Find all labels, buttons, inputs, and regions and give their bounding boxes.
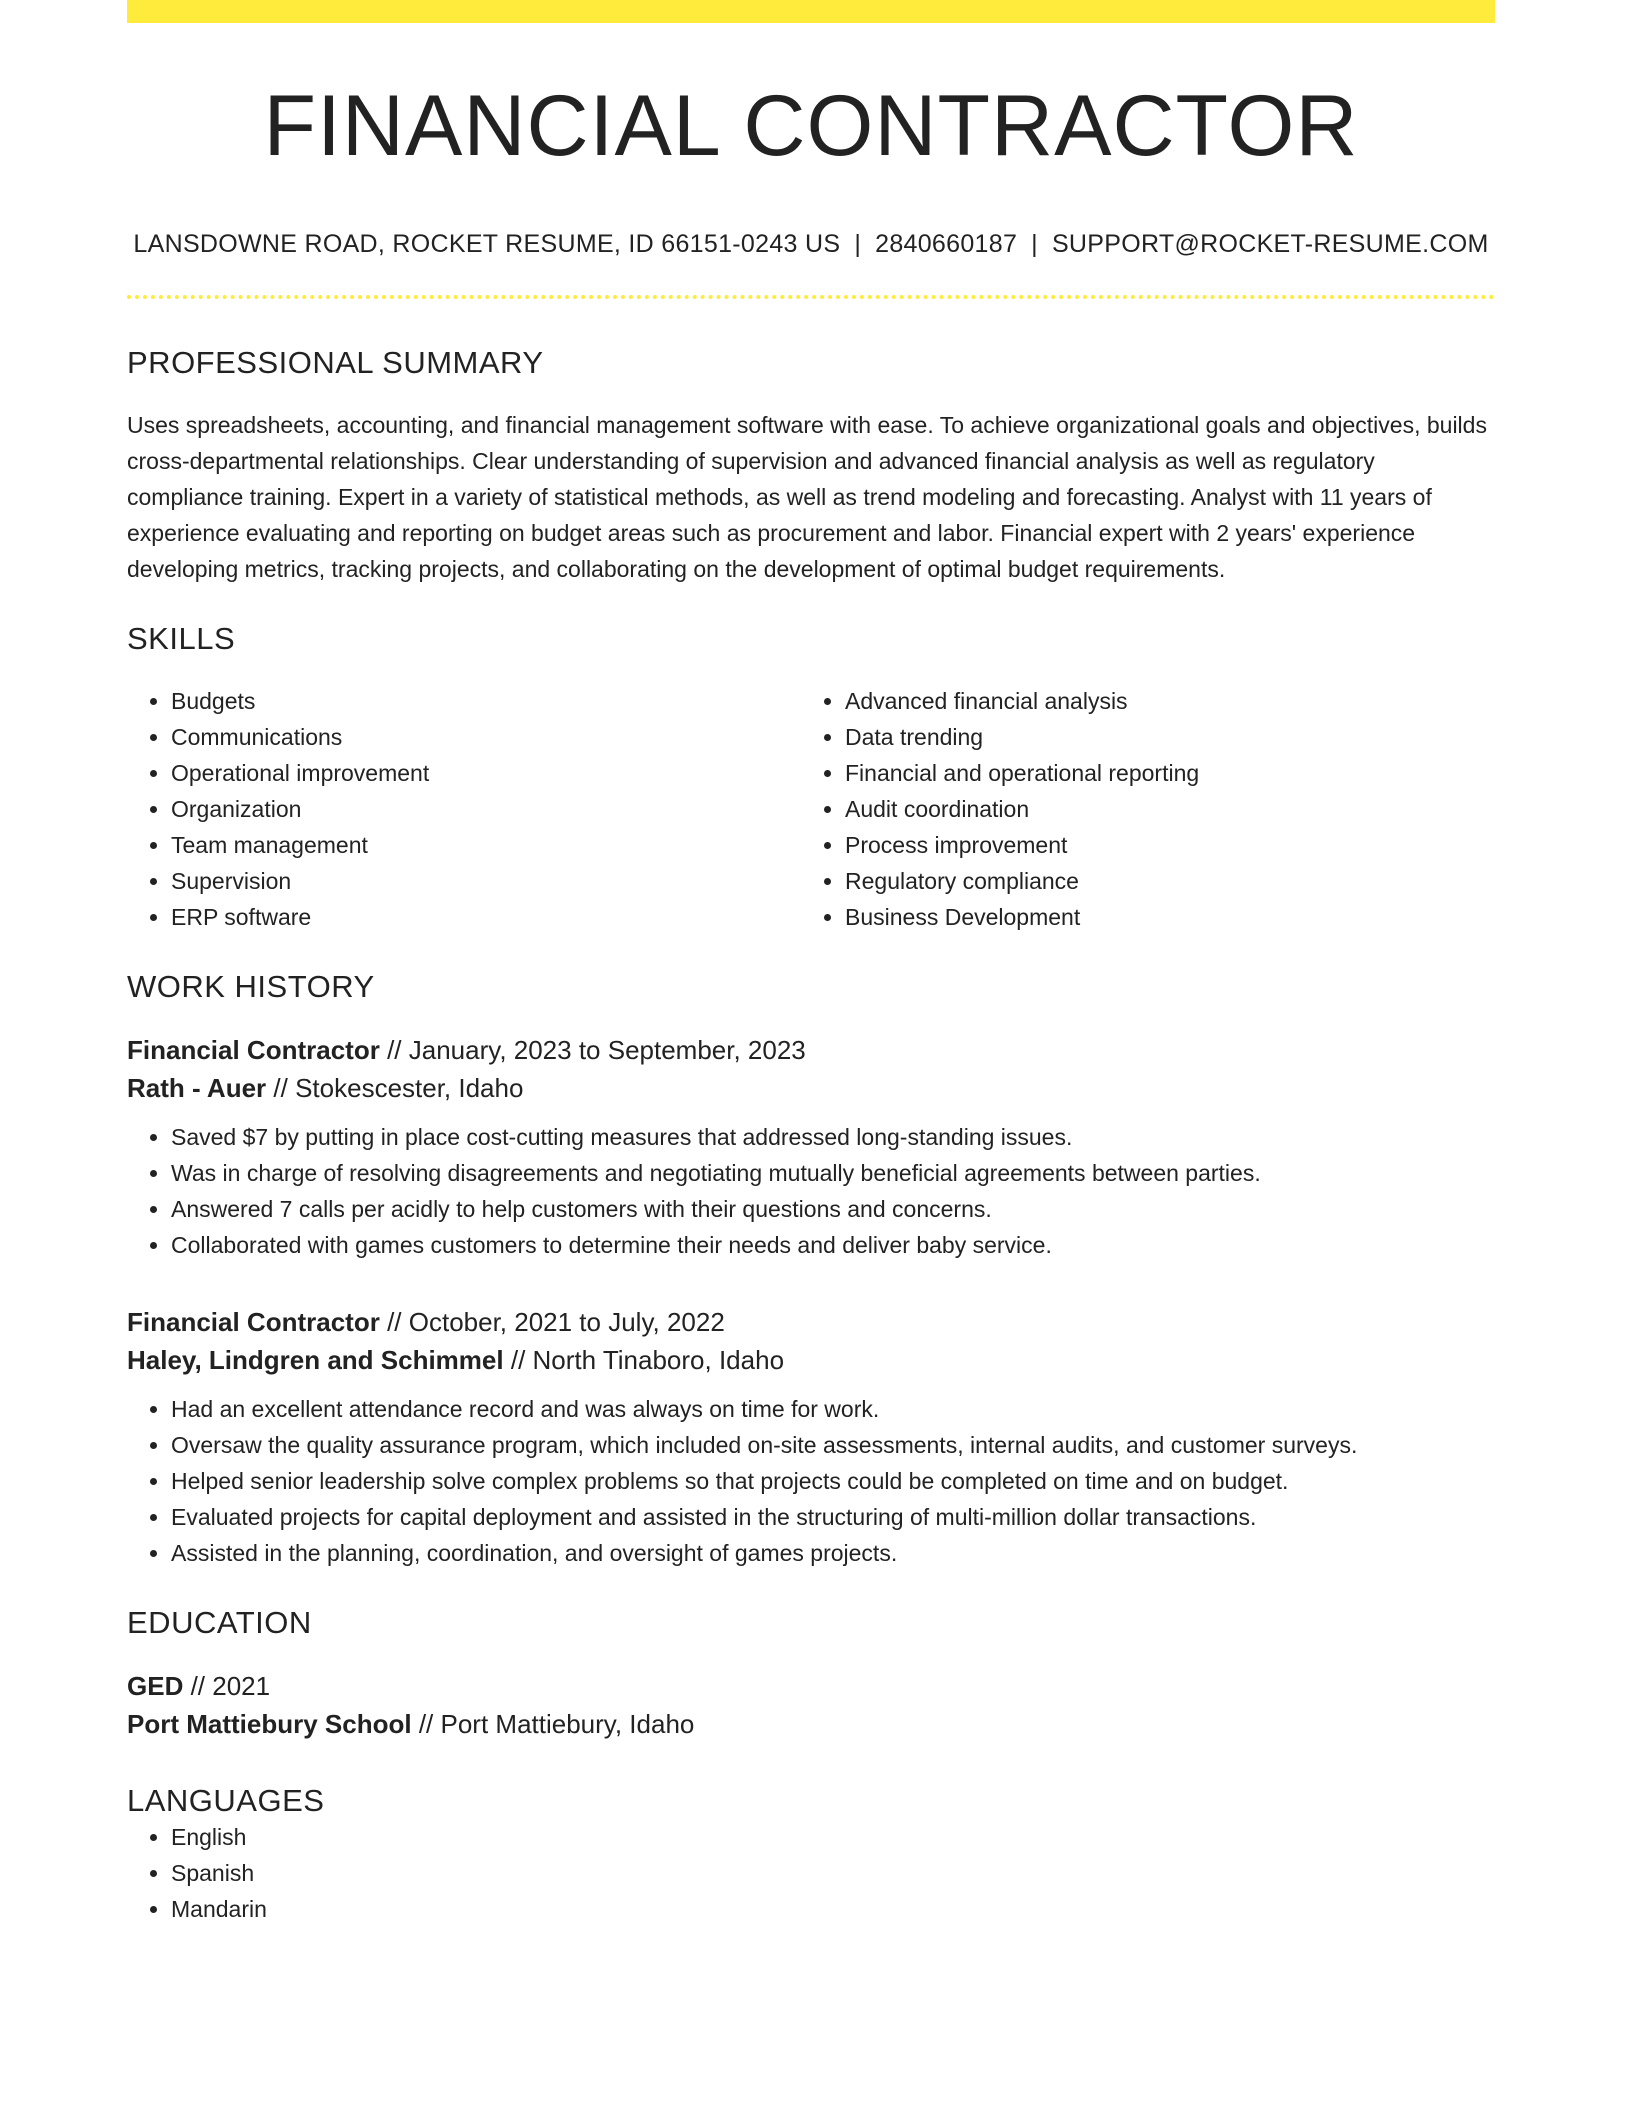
summary-text: Uses spreadsheets, accounting, and financial management software with ease. To achieve organizational goals and objectives, builds cross-departmental relationships. Clear understanding of supervision and advanced financial analysis as well as regulatory compliance training. Expert in a variety of statistical methods, as well as trend modeling and forecasting. Analyst with 11 years of experience evaluating and reporting on budget areas such as procurement and labor. Financial expert with 2 years' experience developing metrics, tracking projects, and collaborating on the development of optimal budget requirements. bbox=[127, 411, 1487, 582]
skill-item: • Regulatory compliance bbox=[845, 863, 1475, 899]
job-company-line bbox=[127, 1341, 1495, 1379]
job-company-line bbox=[127, 1069, 1495, 1107]
job-dates: January, 2023 to September, 2023 bbox=[408, 1034, 806, 1065]
contact-separator: | bbox=[854, 229, 862, 258]
dotted-divider bbox=[127, 295, 1495, 299]
skill-item: • Data trending bbox=[845, 719, 1475, 755]
summary-title: PROFESSIONAL SUMMARY bbox=[127, 344, 544, 380]
job-separator: // bbox=[387, 1306, 402, 1337]
job-bullet: • Was in charge of resolving disagreements and negotiating mutually beneficial agreements between parties. bbox=[171, 1155, 1495, 1191]
languages-title: LANGUAGES bbox=[127, 1782, 325, 1818]
job-role: Financial Contractor bbox=[127, 1034, 380, 1065]
education-degree: GED bbox=[127, 1670, 184, 1701]
skill-item: • Budgets bbox=[171, 683, 801, 719]
job-bullets bbox=[127, 1119, 1495, 1263]
skill-item: • Financial and operational reporting bbox=[845, 755, 1475, 791]
job-bullet: • Assisted in the planning, coordination, and oversight of games projects. bbox=[171, 1535, 1495, 1571]
job-bullet: • Had an excellent attendance record and was always on time for work. bbox=[171, 1391, 1495, 1427]
job-bullet: • Collaborated with games customers to determine their needs and deliver baby service. bbox=[171, 1227, 1495, 1263]
skill-item: • Process improvement bbox=[845, 827, 1475, 863]
skill-item: • ERP software bbox=[171, 899, 801, 935]
skills-column-right bbox=[801, 683, 1475, 935]
skill-item: • Supervision bbox=[171, 863, 801, 899]
education-degree-line bbox=[127, 1667, 1495, 1705]
contact-email[interactable]: SUPPORT@ROCKET-RESUME.COM bbox=[1051, 229, 1489, 258]
contact-separator: | bbox=[1031, 229, 1038, 258]
job-bullets bbox=[127, 1391, 1495, 1571]
skill-item: • Advanced financial analysis bbox=[845, 683, 1475, 719]
resume-page bbox=[127, 0, 1495, 1927]
job-entry bbox=[127, 1303, 1495, 1571]
job-separator: // bbox=[387, 1034, 402, 1065]
resume-name: FINANCIAL CONTRACTOR bbox=[263, 78, 1359, 174]
contact-address: LANSDOWNE ROAD, ROCKET RESUME, ID 66151-0243 US bbox=[133, 229, 841, 258]
skill-item: • Business Development bbox=[845, 899, 1475, 935]
job-entry bbox=[127, 1031, 1495, 1263]
education-entry bbox=[127, 1667, 1495, 1743]
job-company: Rath - Auer bbox=[127, 1072, 267, 1103]
skills-grid bbox=[127, 683, 1495, 935]
skill-item: • Communications bbox=[171, 719, 801, 755]
job-location: North Tinaboro, Idaho bbox=[532, 1344, 785, 1375]
language-item: • English bbox=[171, 1819, 1495, 1855]
education-separator: // bbox=[418, 1708, 434, 1739]
job-dates: October, 2021 to July, 2022 bbox=[408, 1306, 725, 1337]
job-separator: // bbox=[273, 1072, 288, 1103]
contact-line bbox=[127, 230, 1495, 259]
skill-item: • Organization bbox=[171, 791, 801, 827]
accent-bar bbox=[127, 0, 1495, 23]
job-company: Haley, Lindgren and Schimmel bbox=[127, 1344, 504, 1375]
education-school-line bbox=[127, 1705, 1495, 1743]
skills-column-left bbox=[127, 683, 801, 935]
education-title: EDUCATION bbox=[127, 1604, 312, 1640]
skill-item: • Operational improvement bbox=[171, 755, 801, 791]
languages-list bbox=[127, 1819, 1495, 1927]
job-location: Stokescester, Idaho bbox=[295, 1072, 524, 1103]
skills-title: SKILLS bbox=[127, 620, 236, 656]
language-item: • Mandarin bbox=[171, 1891, 1495, 1927]
education-year: 2021 bbox=[212, 1670, 271, 1701]
education-separator: // bbox=[190, 1670, 206, 1701]
skill-item: • Audit coordination bbox=[845, 791, 1475, 827]
job-bullet: • Oversaw the quality assurance program, which included on-site assessments, internal audits, and customer surveys. bbox=[171, 1427, 1495, 1463]
job-role-line bbox=[127, 1031, 1495, 1069]
job-bullet: • Answered 7 calls per acidly to help customers with their questions and concerns. bbox=[171, 1191, 1495, 1227]
job-role: Financial Contractor bbox=[127, 1306, 380, 1337]
skill-item: • Team management bbox=[171, 827, 801, 863]
language-item: • Spanish bbox=[171, 1855, 1495, 1891]
education-location: Port Mattiebury, Idaho bbox=[440, 1708, 695, 1739]
job-bullet: • Saved $7 by putting in place cost-cutting measures that addressed long-standing issues. bbox=[171, 1119, 1495, 1155]
job-separator: // bbox=[510, 1344, 526, 1375]
contact-phone: 2840660187 bbox=[875, 229, 1018, 258]
work-title: WORK HISTORY bbox=[127, 968, 375, 1004]
job-role-line bbox=[127, 1303, 1495, 1341]
job-bullet: • Helped senior leadership solve complex problems so that projects could be completed on time and on budget. bbox=[171, 1463, 1495, 1499]
education-school: Port Mattiebury School bbox=[127, 1708, 412, 1739]
job-bullet: • Evaluated projects for capital deployment and assisted in the structuring of multi-million dollar transactions. bbox=[171, 1499, 1495, 1535]
